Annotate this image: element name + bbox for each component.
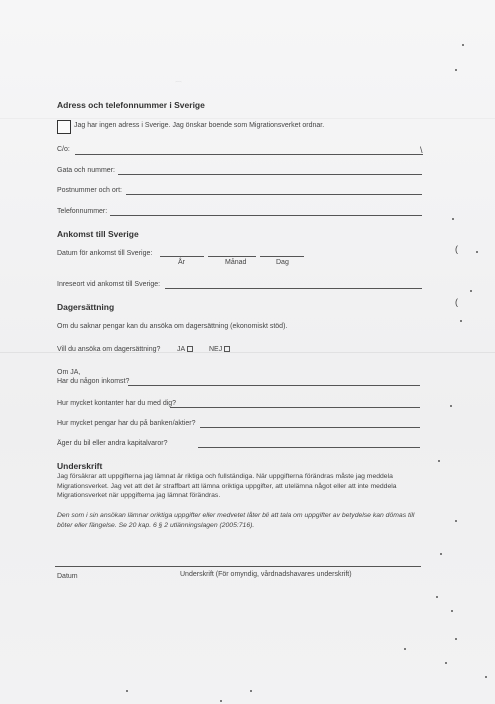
month-label: Månad <box>225 259 247 266</box>
warning-text: Den som i sin ansökan lämnar oriktiga uppgifter eller medvetet låter bli att tala om uppgifter av betydelse kan dömas till böter eller fängelse. Se 20 kap. 6 § 2 utlänningslagen (2005:716). <box>57 512 415 529</box>
speck <box>250 690 252 692</box>
margin-mark: ( <box>455 244 458 254</box>
income-label: Har du någon inkomst? <box>57 378 130 385</box>
no-label: NEJ <box>209 346 223 353</box>
speck <box>455 520 457 522</box>
bank-label: Hur mycket pengar har du på banken/aktier? <box>57 420 196 427</box>
co-field[interactable] <box>75 154 423 155</box>
speck <box>438 460 440 462</box>
speck <box>445 662 447 664</box>
allowance-heading: Dagersättning <box>57 302 115 312</box>
signature-label: Underskrift (För omyndig, vårdnadshavares underskrift) <box>180 571 352 578</box>
cash-label: Hur mycket kontanter har du med dig? <box>57 400 177 407</box>
margin-mark: ( <box>455 297 458 307</box>
day-label: Dag <box>276 259 289 266</box>
signature-heading: Underskrift <box>57 461 103 471</box>
margin-mark: \ <box>420 145 423 155</box>
phone-field[interactable] <box>110 215 422 216</box>
speck <box>126 690 128 692</box>
speck <box>455 638 457 640</box>
postal-field[interactable] <box>126 194 422 195</box>
speck <box>440 553 442 555</box>
no-checkbox[interactable] <box>224 346 230 352</box>
speck <box>220 700 222 702</box>
entry-point-field[interactable] <box>165 288 422 289</box>
capital-label: Äger du bil eller andra kapitalvaror? <box>57 440 168 447</box>
show-through-mark: ⌒ <box>175 82 182 89</box>
speck <box>436 596 438 598</box>
speck <box>476 251 478 253</box>
no-address-label: Jag har ingen adress i Sverige. Jag önskar boende som Migrationsverket ordnar. <box>74 122 325 129</box>
co-label: C/o: <box>57 146 70 153</box>
date-label: Datum <box>57 573 78 580</box>
year-label: År <box>178 259 185 266</box>
postal-label: Postnummer och ort: <box>57 187 122 194</box>
no-address-checkbox[interactable] <box>57 120 71 134</box>
speck <box>452 218 454 220</box>
speck <box>450 405 452 407</box>
allowance-intro: Om du saknar pengar kan du ansöka om dagersättning (ekonomiskt stöd). <box>57 323 288 330</box>
yes-option[interactable] <box>177 346 193 353</box>
address-heading: Adress och telefonnummer i Sverige <box>57 100 205 110</box>
speck <box>460 320 462 322</box>
phone-label: Telefonnummer: <box>57 208 108 215</box>
no-option[interactable] <box>209 346 230 353</box>
entry-point-label: Inreseort vid ankomst till Sverige: <box>57 281 161 288</box>
fold-line <box>0 118 495 119</box>
speck <box>462 44 464 46</box>
arrival-year-field[interactable] <box>160 247 204 257</box>
assurance-text: Jag försäkrar att uppgifterna jag lämnat är riktiga och fullständiga. När uppgifterna förändras måste jag meddela Migrationsverket. Jag vet att det är straffbart att lämna oriktiga uppgifter, att utelämna något eller att inte meddela Migrationsverket när uppgifterna jag lämnat förändras. <box>57 473 397 499</box>
speck <box>451 610 453 612</box>
arrival-heading: Ankomst till Sverige <box>57 229 139 239</box>
street-label: Gata och nummer: <box>57 167 115 174</box>
cash-field[interactable] <box>170 407 420 408</box>
signature-line[interactable] <box>55 566 421 567</box>
apply-question: Vill du ansöka om dagersättning? <box>57 346 161 353</box>
if-yes-label: Om JA, <box>57 369 81 376</box>
income-field[interactable] <box>128 385 420 386</box>
speck <box>455 69 457 71</box>
yes-label: JA <box>177 346 186 353</box>
yes-checkbox[interactable] <box>187 346 193 352</box>
bank-field[interactable] <box>200 427 420 428</box>
capital-field[interactable] <box>198 447 420 448</box>
speck <box>404 648 406 650</box>
arrival-day-field[interactable] <box>260 247 304 257</box>
street-field[interactable] <box>118 174 422 175</box>
arrival-date-label: Datum för ankomst till Sverige: <box>57 250 153 257</box>
arrival-month-field[interactable] <box>208 247 256 257</box>
speck <box>470 290 472 292</box>
speck <box>485 676 487 678</box>
